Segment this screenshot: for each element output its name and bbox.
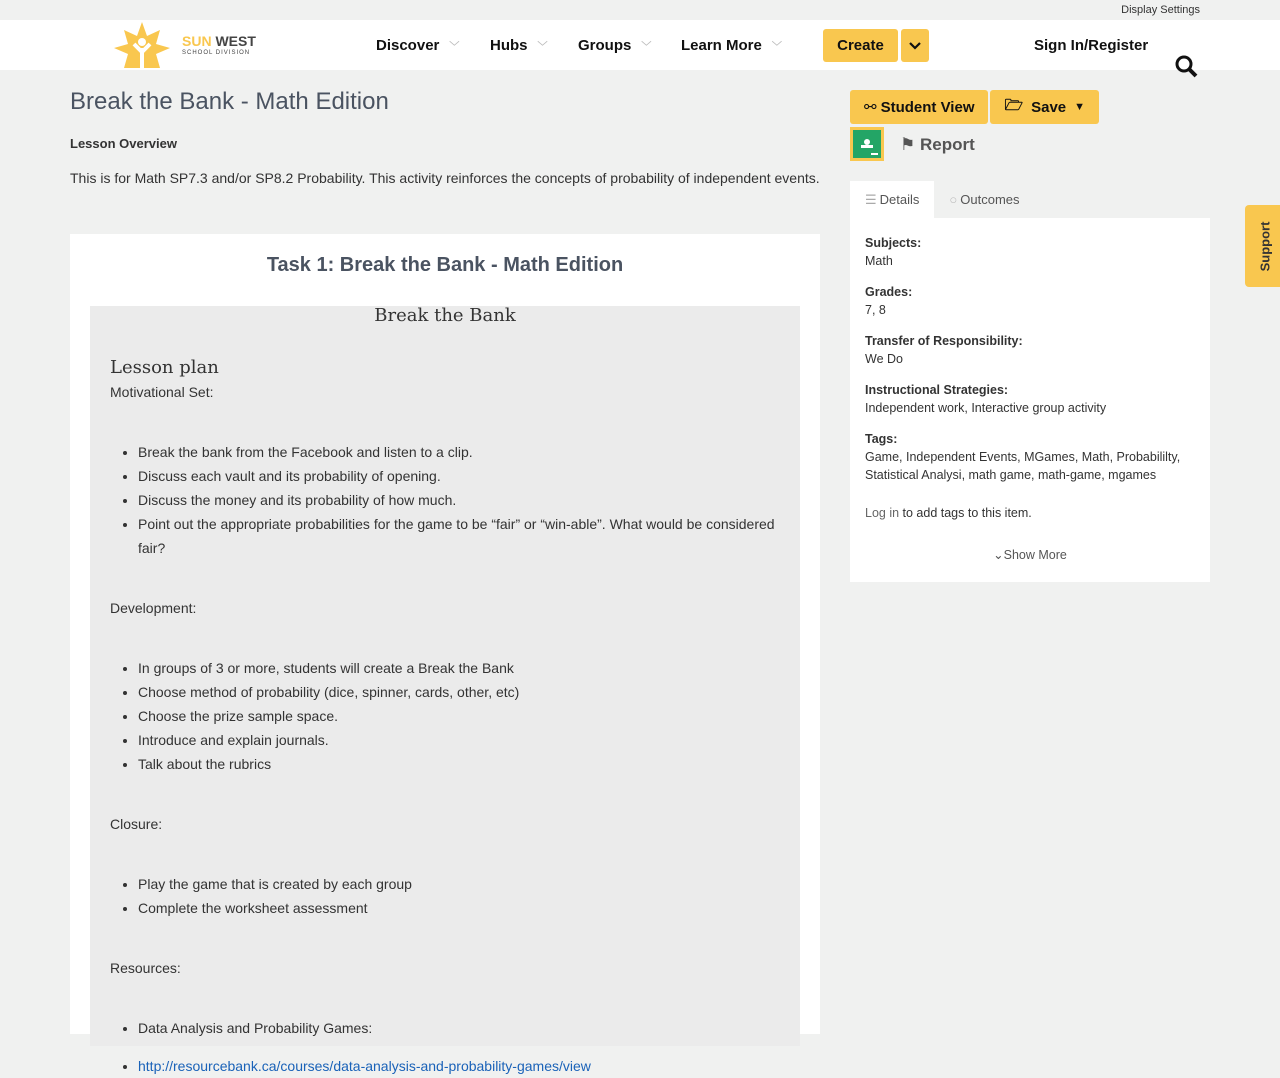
development-list: [110, 656, 780, 776]
report-label: Report: [919, 135, 975, 154]
nav-groups-label: Groups: [578, 36, 632, 54]
flag-icon: ⚑: [900, 135, 916, 154]
search-icon[interactable]: [1174, 54, 1198, 78]
chevron-down-icon: [909, 42, 921, 50]
list-item: • Play the game that is created by each group: [138, 872, 780, 896]
detail-value: Independent work, Interactive group activity: [865, 401, 1107, 415]
list-item: [138, 1054, 780, 1078]
content-heading: Break the Bank: [374, 305, 516, 326]
logo[interactable]: [112, 20, 256, 70]
nav-learn-more-label: Learn More: [681, 36, 762, 54]
motivational-list: [110, 440, 780, 560]
folder-open-icon: 🗁: [1004, 96, 1024, 114]
show-more-button[interactable]: [865, 546, 1195, 564]
circle-icon: ○: [949, 192, 958, 207]
resource-link[interactable]: http://resourcebank.ca/courses/data-analysis-and-probability-games/view: [138, 1058, 591, 1074]
chevron-down-icon: ﹀: [537, 41, 548, 53]
main-nav: [0, 20, 1280, 70]
link-icon: ⚯: [864, 99, 877, 116]
nav-groups[interactable]: [578, 20, 651, 70]
caret-down-icon: ▼: [1074, 101, 1086, 113]
detail-key: Instructional Strategies:: [865, 383, 1009, 397]
support-tab[interactable]: [1245, 205, 1280, 287]
logo-west: WEST: [215, 33, 256, 49]
tab-details-label: Details: [879, 192, 920, 207]
resources-list: [110, 1016, 780, 1078]
chevron-down-icon: ⌄: [993, 548, 1004, 562]
tab-outcomes-label: Outcomes: [960, 192, 1020, 207]
student-view-label: Student View: [880, 98, 975, 116]
nav-learn-more[interactable]: [681, 20, 782, 70]
tab-details[interactable]: [850, 181, 934, 218]
list-item: • Discuss the money and its probability of how much.: [138, 488, 780, 512]
show-more-label: Show More: [1003, 548, 1067, 562]
list-icon: ☰: [865, 191, 877, 207]
list-item: • Discuss each vault and its probability of opening.: [138, 464, 780, 488]
google-classroom-button[interactable]: [850, 127, 884, 161]
task-title: Task 1: Break the Bank - Math Edition: [266, 254, 624, 276]
list-item: • Complete the worksheet assessment: [138, 896, 780, 920]
details-panel: [850, 218, 1210, 582]
list-item: • Point out the appropriate probabilities for the game to be “fair” or “win-able”. What would be considered fair?: [138, 512, 780, 560]
nav-discover[interactable]: [376, 20, 459, 70]
detail-value: We Do: [865, 352, 903, 366]
chevron-down-icon: ﹀: [449, 41, 460, 53]
list-item: • Talk about the rubrics: [138, 752, 780, 776]
list-item: • In groups of 3 or more, students will create a Break the Bank: [138, 656, 780, 680]
login-hint: to add tags to this item.: [899, 506, 1032, 520]
chevron-down-icon: ﹀: [771, 41, 782, 53]
lesson-plan-heading: Lesson plan: [110, 357, 219, 378]
nav-hubs-label: Hubs: [490, 36, 528, 54]
overview-text: This is for Math SP7.3 and/or SP8.2 Probability. This activity reinforces the concepts of probability of independent events.: [70, 170, 820, 186]
chevron-down-icon: ﹀: [641, 41, 652, 53]
list-item: • Choose the prize sample space.: [138, 704, 780, 728]
detail-key: Tags:: [865, 432, 898, 446]
section-label: Closure:: [110, 816, 163, 832]
detail-key: Subjects:: [865, 236, 922, 250]
list-item: • Introduce and explain journals.: [138, 728, 780, 752]
detail-value: 7, 8: [865, 303, 886, 317]
logo-sun: SUN: [182, 33, 212, 49]
nav-discover-label: Discover: [376, 36, 440, 54]
lesson-content: [90, 305, 800, 1074]
task-card: [70, 234, 820, 1074]
detail-key: Grades:: [865, 285, 913, 299]
support-label: Support: [1257, 221, 1273, 271]
detail-key: Transfer of Responsibility:: [865, 334, 1023, 348]
logo-sub: SCHOOL DIVISION: [182, 50, 251, 56]
log-in-link[interactable]: Log in: [865, 506, 900, 520]
save-label: Save: [1031, 98, 1067, 116]
closure-list: [110, 872, 780, 920]
list-item: • Choose method of probability (dice, spinner, cards, other, etc): [138, 680, 780, 704]
create-dropdown-button[interactable]: [901, 29, 929, 62]
tags-value: Game, Independent Events, MGames, Math, Probabililty, Statistical Analysi, math game, math-game, mgames: [865, 450, 1181, 482]
report-button[interactable]: [900, 135, 975, 155]
nav-hubs[interactable]: [490, 20, 548, 70]
sign-in-link[interactable]: Sign In/Register: [1034, 36, 1149, 54]
classroom-icon: [853, 130, 881, 158]
list-item: • Data Analysis and Probability Games:: [138, 1016, 780, 1040]
section-label: Development:: [110, 600, 197, 616]
create-button[interactable]: Create: [823, 29, 898, 62]
list-item: • Break the bank from the Facebook and listen to a clip.: [138, 440, 780, 464]
overview-label: Lesson Overview: [70, 136, 177, 151]
section-label: Resources:: [110, 960, 181, 976]
top-bar: [0, 0, 1280, 20]
section-label: Motivational Set:: [110, 384, 214, 400]
display-settings-link[interactable]: Display Settings: [1121, 4, 1200, 16]
page-title: Break the Bank - Math Edition: [70, 88, 389, 115]
detail-value: Math: [865, 254, 893, 268]
sun-logo-icon: [112, 22, 172, 68]
student-view-button[interactable]: [850, 90, 988, 124]
tab-outcomes[interactable]: [934, 181, 1034, 218]
save-button[interactable]: [990, 90, 1099, 124]
